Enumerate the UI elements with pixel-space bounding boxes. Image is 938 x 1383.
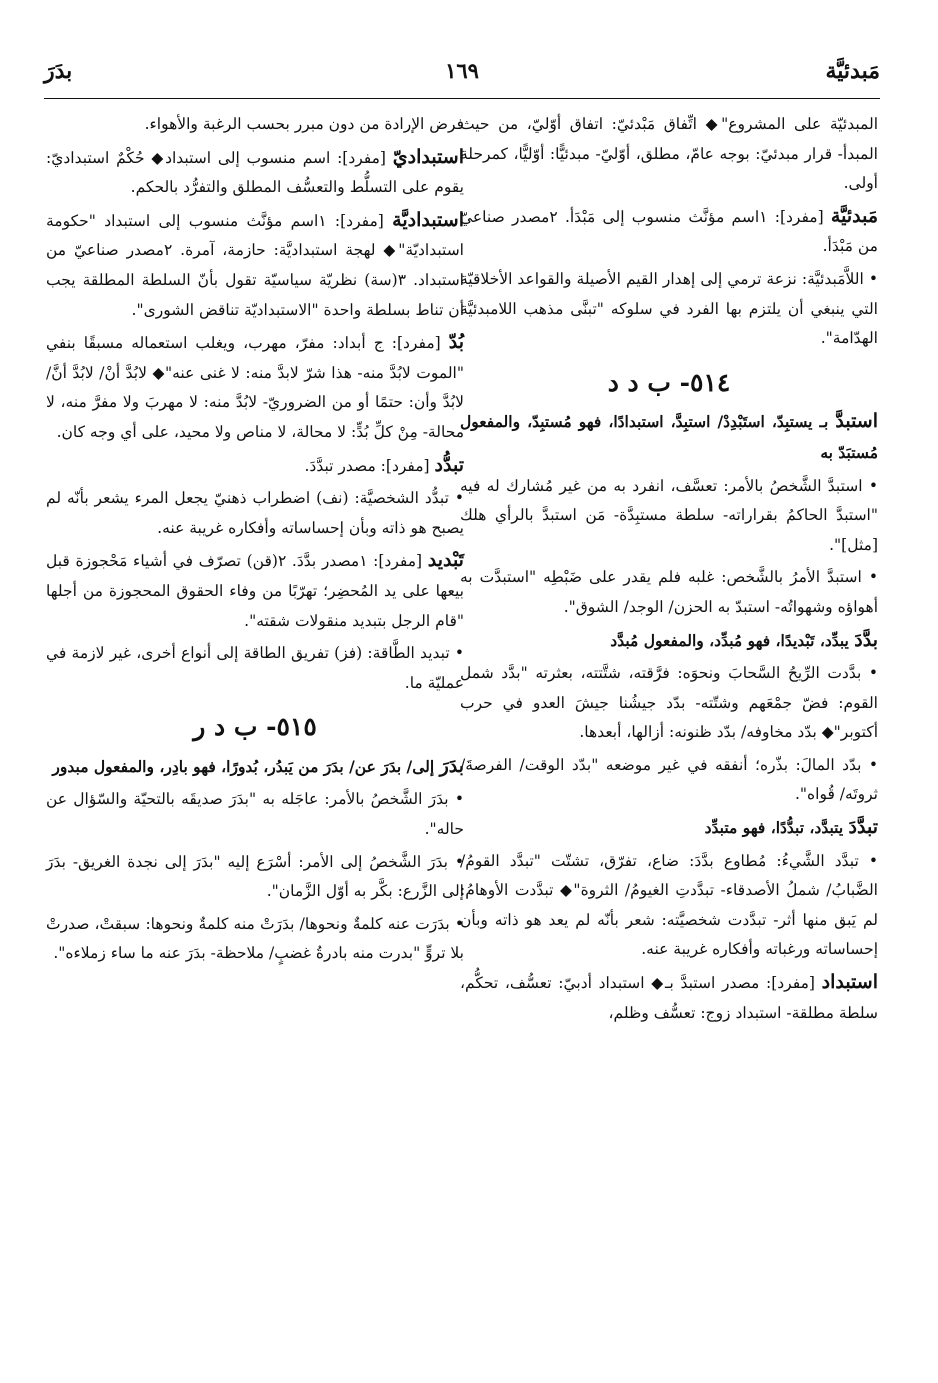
definition: [مفرد]: ١اسم مؤنَّث منسوب إلى مَبْدَأ. ٢مصدر صناعيّ من مَبْدَأ. bbox=[460, 207, 878, 256]
entry-tabaddada bbox=[460, 813, 878, 844]
sub-entry: • اللاَّمَبدئيَّة: نزعة ترمي إلى إهدار القيم الأصيلة والقواعد الأخلاقيّة التي ينبغي أن يلتزم بها الفرد في سلوكه "تبنَّى مذهب اللامبدئيَّة الهدّامة". bbox=[460, 269, 878, 348]
entry-text: فرض الإرادة من دون مبرر بحسب الرغبة والأهواء. bbox=[144, 115, 464, 133]
headword: تبدُّد bbox=[434, 453, 464, 476]
headword: استبدَّ bbox=[835, 410, 878, 433]
sub-entry: • تبديد الطَّاقة: (فز) تفريق الطاقة إلى أنواع أخرى، غير لازمة في عمليّة ما. bbox=[46, 644, 464, 692]
sub-entry: • تبدُّد الشخصيَّة: (نف) اضطراب ذهنيّ يجعل المرء يشعر بأنّه لم يصبح هو ذاته وبأن إحساساته وأفكاره غريبة عنه. bbox=[46, 489, 464, 537]
sub-entry: • بدَرَ الشَّخصُ إلى الأمر: أسْرَع إليه "بدَرَ إلى نجدة الغريق- بدَرَ إلى الزَّرع: بكَّر به أوّل الزَّمان". bbox=[46, 852, 464, 901]
root-section-heading: ٥١٥- ب د ر bbox=[193, 712, 317, 742]
sub-entry: • استبدَّ الشَّخصُ بالأمر: تعسَّف، انفرد به من غير مُشارك له فيه "استبدَّ الحاكمُ بقراراته- سلطة مستبِدَّة- مَن استبدَّ بالرأي هلك [مثل]". bbox=[460, 476, 878, 554]
conjugation: يبدِّد، تَبْديدًا، فهو مُبدِّد، والمفعول مُبدَّد bbox=[610, 630, 855, 650]
definition: [مفرد]: مصدر استبدَّ بـ◆ استبداد أدبيّ: تعسُّف، تحكُّم، سلطة مطلقة- استبداد زوج: تعسُّف وظلم، bbox=[460, 974, 878, 1022]
sub-entry: • بدَرَت عنه كلمةٌ ونحوها/ بدَرَتْ منه كلمةٌ ونحوها: سبقتْ، صدرتْ بلا تروٍّ "بدرت منه بادرةُ غضبٍ/ ملاحظة- بدَرَ عنه ما ساء زملاءه". bbox=[46, 914, 464, 963]
sub-entry: • بدّد المالَ: بذّره؛ أنفقه في غير موضعه "بدّد الوقت/ الفرصةَ/ ثروتَه/ قُواه". bbox=[460, 755, 878, 804]
entry-mabdaiyya bbox=[460, 202, 878, 262]
sub-entry: • بدَّدت الرِّيحُ السَّحابَ ونحوَه: فرَّقته، شتَّتته، بعثرته "بدَّد شمل القوم: فضّ جمْعَهم وشتّته- بدّد جيشُنا جيشَ العدو في حرب أكتوبر"◆ بدّد مخاوفه/ بدّد ظنونه: أزالها، أبعدها. bbox=[460, 664, 878, 742]
entry-istibdadi bbox=[46, 143, 464, 203]
definition: [مفرد]: ١اسم مؤنَّث منسوب إلى استبداد "حكومة استبداديّة"◆ لهجة استبداديَّة: حازمة، آمرة. ٢مصدر صناعيّ من استبداد. ٣(سة) نظريّة سياسيّة تقول بأنّ السلطة المطلقة يجب أن تناط بسلطة واحدة "الاستبداديّة تناقض الشورى". bbox=[46, 211, 464, 319]
definition: [مفرد]: ج أبداد: مفرّ، مهرب، ويغلب استعماله مسبقًا بنفي "الموت لابُدَّ منه- هذا شرّ لابدَّ منه: لا غنى عنه"◆ لابُدَّ أنْ/ لابُدَّ أنَّ/ لابُدَّ وأن: حتمًا أو من الضروريّ- لابُدَّ منه: لا مهربَ ولا مفرَّ منه، لا محالة- مِنْ كلِّ بُدٍّ: لا محالة، لا مناص ولا محيد، على أي وجه كان. bbox=[46, 334, 464, 441]
conjugation: بـ يستبِدّ، استَبْدِدْ/ استبِدَّ، استبدادًا، فهو مُستبِدّ، والمفعول مُستبَدّ به bbox=[460, 412, 878, 462]
definition: [مفرد]: اسم منسوب إلى استبداد◆ حُكْمٌ استبداديّ: يقوم على التسلُّط والتعسُّف المطلق والتفرُّد بالحكم. bbox=[46, 148, 464, 197]
left-column bbox=[46, 110, 464, 972]
entry-istibdadiyya bbox=[46, 206, 464, 325]
page-number: ١٦٩ bbox=[445, 58, 479, 83]
definition: [مفرد]: ١مصدر بدَّدَ. ٢(قن) تصرّف في أشياء مَحْجوزة قبل بيعها على يد المُحضِر؛ تهرّبًا من وفاء الحقوق المحجوزة من أجلها "قام الرجل بتبديد منقولات شقته". bbox=[46, 552, 464, 630]
header-guide-word-left: بدَرَ bbox=[44, 58, 73, 84]
right-column bbox=[460, 110, 878, 1031]
sub-entry: • بدَرَ الشَّخصُ بالأمر: عاجَله به "بدَرَ صديقَه بالتحيّة والسّؤال عن حاله". bbox=[46, 790, 464, 839]
entry-istabadda bbox=[460, 407, 878, 468]
headword: تَبْديد bbox=[427, 549, 464, 572]
conjugation: إلى/ بدَرَ عن/ بدَرَ من يَبدُر، بُدورًا، فهو بادِر، والمفعول مبدور bbox=[52, 756, 440, 776]
header-guide-word-right: مَبدئيَّة bbox=[825, 58, 880, 84]
page-header bbox=[44, 58, 880, 94]
definition: [مفرد]: مصدر تبدَّدَ. bbox=[304, 456, 435, 475]
headword: بُدّ bbox=[448, 331, 464, 354]
headword: تبدَّدَ bbox=[848, 816, 878, 839]
headword: بدَرَ bbox=[439, 754, 464, 777]
entry-badara bbox=[46, 752, 464, 783]
entry-text: المبدئيّة على المشروع"◆ اتِّفاق مَبْدئيّ: اتفاق أوّليّ، من حيث المبدأ- قرار مبدئيّ: بوجه عامّ، مطلق، أوّليّ- مبدئيًّا: أوّليًّا، كمرحلة أولى. bbox=[460, 115, 878, 193]
header-rule bbox=[44, 98, 880, 99]
headword: استبداديّ bbox=[392, 145, 464, 168]
sub-entry: • تبدَّد الشَّيءُ: مُطاوع بدَّدَ: ضاع، تفرّق، تشتّت "تبدَّد القومُ/ الضَّبابُ/ شملُ الأصدقاء- تبدَّدتِ الغيومُ/ الثروة"◆ تبدَّدت الأوهامُ: لم يَبق منها أثر- تبدَّدت شخصيَّته: شعر بأنّه لم يعد هو ذاته وبأن إحساساته ورغباته وأفكاره غريبة عنه. bbox=[460, 851, 878, 959]
entry-tabdid bbox=[46, 546, 464, 636]
conjugation: يتبدَّد، تبدُّدًا، فهو متبدِّد bbox=[704, 818, 849, 838]
headword: بدَّدَ bbox=[854, 628, 878, 651]
entry-istibdad bbox=[460, 968, 878, 1028]
entry-budd bbox=[46, 328, 464, 447]
entry-tabaddud bbox=[46, 451, 464, 482]
entry-baddada bbox=[460, 626, 878, 657]
headword: استبداديَّة bbox=[392, 208, 464, 231]
root-section-heading: ٥١٤- ب د د bbox=[607, 367, 731, 397]
headword: مَبدئيَّة bbox=[830, 204, 878, 227]
headword: استبداد bbox=[821, 971, 878, 994]
sub-entry: • استبدَّ الأمرُ بالشَّخص: غلبه فلم يقدر على ضَبْطِه "استبدَّت به أهواؤه وشهواتُه- استبدّ به الحزن/ الوجد/ الشوق". bbox=[460, 568, 878, 616]
